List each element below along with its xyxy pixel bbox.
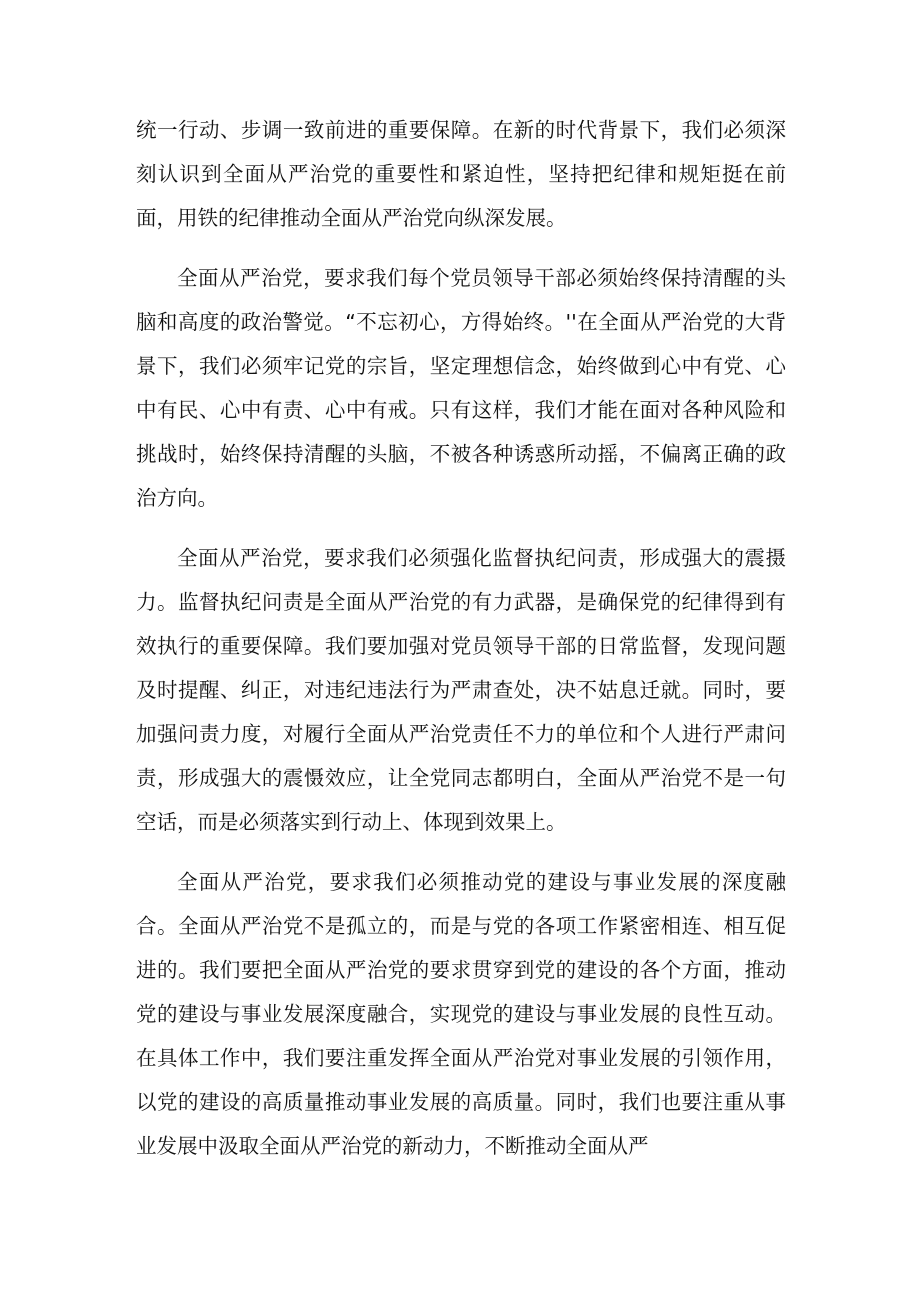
- paragraph-2: 全面从严治党，要求我们每个党员领导干部必须始终保持清醒的头脑和高度的政治警觉。“不忘初心，方得始终。''在全面从严治党的大背景下，我们必须牢记党的宗旨，坚定理想信念，始终做到心中有党、心中有民、心中有责、心中有戒。只有这样，我们才能在面对各种风险和挑战时，始终保持清醒的头脑，不被各种诱惑所动摇，不偏离正确的政治方向。: [136, 266, 786, 510]
- paragraph-3: 全面从严治党，要求我们必须强化监督执纪问责，形成强大的震摄力。监督执纪问责是全面从严治党的有力武器，是确保党的纪律得到有效执行的重要保障。我们要加强对党员领导干部的日常监督，发现问题及时提醒、纠正，对违纪违法行为严肃查处，决不姑息迁就。同时，要加强问责力度，对履行全面从严治党责任不力的单位和个人进行严肃问责，形成强大的震慑效应，让全党同志都明白，全面从严治党不是一句空话，而是必须落实到行动上、体现到效果上。: [136, 546, 786, 834]
- document-body: [136, 108, 786, 1184]
- paragraph-1: 统一行动、步调一致前进的重要保障。在新的时代背景下，我们必须深刻认识到全面从严治党的重要性和紧迫性，坚持把纪律和规矩挺在前面，用铁的纪律推动全面从严治党向纵深发展。: [136, 118, 786, 230]
- paragraph-4: 全面从严治党，要求我们必须推动党的建设与事业发展的深度融合。全面从严治党不是孤立的，而是与党的各项工作紧密相连、相互促进的。我们要把全面从严治党的要求贯穿到党的建设的各个方面，推动党的建设与事业发展深度融合，实现党的建设与事业发展的良性互动。在具体工作中，我们要注重发挥全面从严治党对事业发展的引领作用，以党的建设的高质量推动事业发展的高质量。同时，我们也要注重从事业发展中汲取全面从严治党的新动力，不断推动全面从严: [136, 870, 786, 1158]
